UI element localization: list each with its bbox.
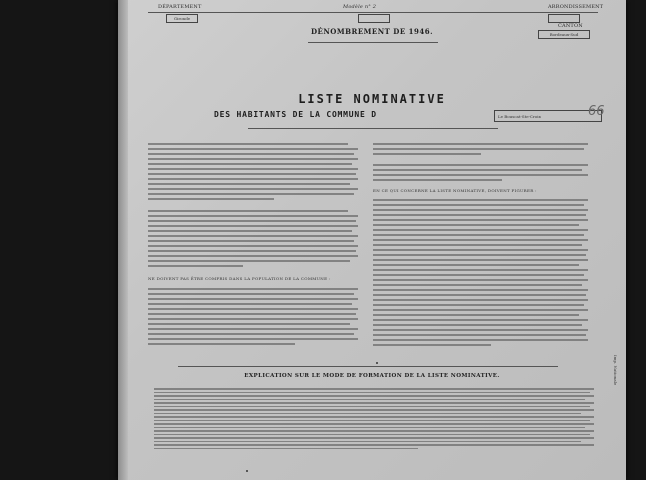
right-text-column	[373, 140, 588, 349]
right-section-heading: EN CE QUI CONCERNE LA LISTE NOMINATIVE, DOIVENT FIGURER :	[373, 188, 537, 193]
arrondissement-label: ARRONDISSEMENT	[548, 4, 604, 10]
page-fold-shadow	[118, 0, 128, 480]
department-label: DÉPARTEMENT	[158, 4, 202, 10]
header-rule	[148, 12, 598, 13]
arrondissement-box	[548, 14, 580, 23]
census-sheet	[118, 0, 626, 480]
left-text-column	[148, 140, 358, 348]
census-title: DÉNOMBREMENT DE 1946.	[310, 27, 434, 36]
center-box	[358, 14, 390, 23]
ink-mark	[246, 470, 248, 472]
section-separator	[178, 366, 558, 367]
subtitle-rule	[248, 128, 498, 129]
explanation-title: EXPLICATION SUR LE MODE DE FORMATION DE LA LISTE NOMINATIVE.	[244, 373, 500, 379]
canton-label: CANTON	[558, 23, 583, 29]
commune-name-field: Le Bouscat-Ste-Croix	[494, 110, 602, 122]
explanation-text	[154, 386, 594, 451]
canton-box: Bordeaux-Sud	[538, 30, 590, 39]
model-number: Modèle n° 2	[343, 4, 377, 10]
commune-subtitle: DES HABITANTS DE LA COMMUNE D	[214, 110, 377, 119]
title-underline	[308, 42, 438, 43]
department-box: Gironde	[166, 14, 198, 23]
ink-mark	[376, 362, 378, 364]
printer-side-note: Imp. Nationale	[613, 355, 618, 386]
pencil-annotation: 66	[588, 104, 605, 119]
left-section-heading: NE DOIVENT PAS ÊTRE COMPRIS DANS LA POPULATION DE LA COMMUNE :	[148, 276, 331, 281]
main-title: LISTE NOMINATIVE	[298, 92, 446, 106]
